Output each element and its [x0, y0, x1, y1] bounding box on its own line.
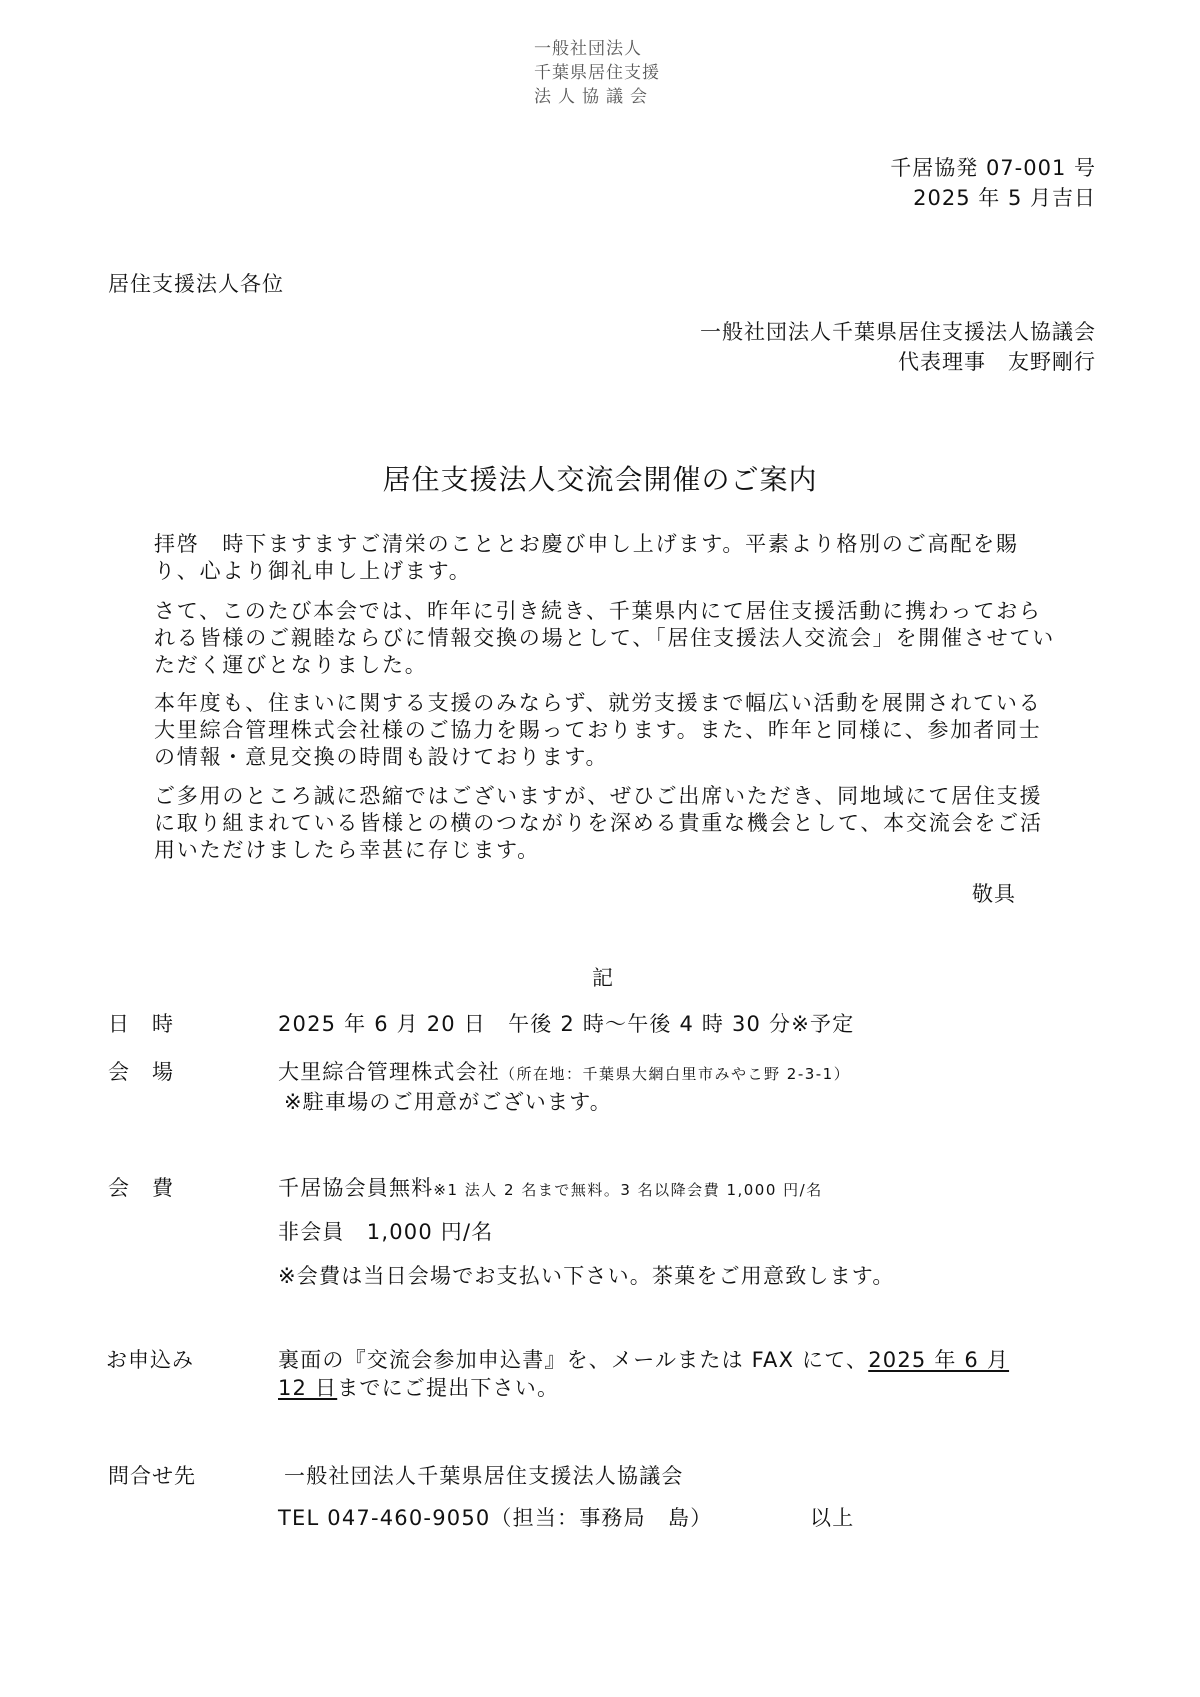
sender-representative: 代表理事 友野剛行: [898, 350, 1096, 374]
stamp-line-2: 千葉県居住支援: [534, 63, 660, 83]
end-mark: 以上: [810, 1506, 855, 1530]
document-title: 居住支援法人交流会開催のご案内: [382, 463, 818, 496]
document-number: 千居協発 07-001 号: [890, 156, 1096, 180]
datetime-label: 日 時: [108, 1012, 174, 1036]
apply-label: お申込み: [106, 1348, 194, 1372]
document-date: 2025 年 5 月吉日: [913, 186, 1096, 210]
closing-keigu: 敬具: [972, 882, 1016, 906]
apply-line-1: [278, 1344, 1009, 1374]
apply-text-2: までにご提出下さい。: [337, 1376, 560, 1400]
venue-parking-note: ※駐車場のご用意がございます。: [284, 1090, 612, 1114]
body-paragraph-2: さて、このたび本会では、昨年に引き続き、千葉県内にて居住支援活動に携わっておられる皆様のご親睦ならびに情報交換の場として、「居住支援法人交流会」を開催させていただく運びとなりました。: [154, 599, 1056, 677]
contact-telephone: TEL 047-460-9050（担当：事務局 島）: [278, 1506, 713, 1530]
body-paragraph-3: 本年度も、住まいに関する支援のみならず、就労支援まで幅広い活動を展開されている大里綜合管理株式会社様のご協力を賜っております。また、昨年と同様に、参加者同士の情報・意見交換の時間も設けております。: [154, 691, 1042, 769]
venue-line: [278, 1056, 850, 1086]
fee-member: 千居協会員無料: [278, 1176, 434, 1200]
stamp-line-1: 一般社団法人: [534, 39, 642, 59]
fee-nonmember: 非会員 1,000 円/名: [278, 1220, 494, 1244]
venue-label: 会 場: [108, 1060, 174, 1084]
apply-text-1: 裏面の『交流会参加申込書』を、メールまたは FAX にて、: [278, 1348, 869, 1372]
fee-label: 会 費: [108, 1176, 174, 1200]
venue-address: （所在地：千葉県大網白里市みやこ野 2-3-1）: [500, 1065, 851, 1083]
contact-label: 問合せ先: [108, 1464, 196, 1488]
sender-organization: 一般社団法人千葉県居住支援法人協議会: [700, 320, 1096, 344]
stamp-line-3: 法人協議会: [534, 87, 654, 107]
datetime-value: 2025 年 6 月 20 日 午後 2 時～午後 4 時 30 分※予定: [278, 1012, 855, 1036]
apply-deadline-2: 12 日: [278, 1376, 338, 1400]
apply-line-2: [278, 1372, 559, 1402]
fee-member-line: [278, 1172, 823, 1202]
fee-member-note: ※1 法人 2 名まで無料。3 名以降会費 1,000 円/名: [433, 1181, 823, 1199]
ki-marker: 記: [592, 966, 614, 990]
fee-note: ※会費は当日会場でお支払い下さい。茶菓をご用意致します。: [278, 1264, 895, 1288]
venue-name: 大里綜合管理株式会社: [278, 1060, 500, 1084]
contact-organization: 一般社団法人千葉県居住支援法人協議会: [284, 1464, 684, 1488]
apply-deadline-1: 2025 年 6 月: [868, 1348, 1010, 1372]
addressee: 居住支援法人各位: [108, 272, 284, 296]
body-paragraph-1: 拝啓 時下ますますご清栄のこととお慶び申し上げます。平素より格別のご高配を賜り、心より御礼申し上げます。: [154, 532, 1019, 583]
body-paragraph-4: ご多用のところ誠に恐縮ではございますが、ぜひご出席いただき、同地域にて居住支援に取り組まれている皆様との横のつながりを深める貴重な機会として、本交流会をご活用いただけましたら幸甚に存じます。: [154, 784, 1043, 862]
